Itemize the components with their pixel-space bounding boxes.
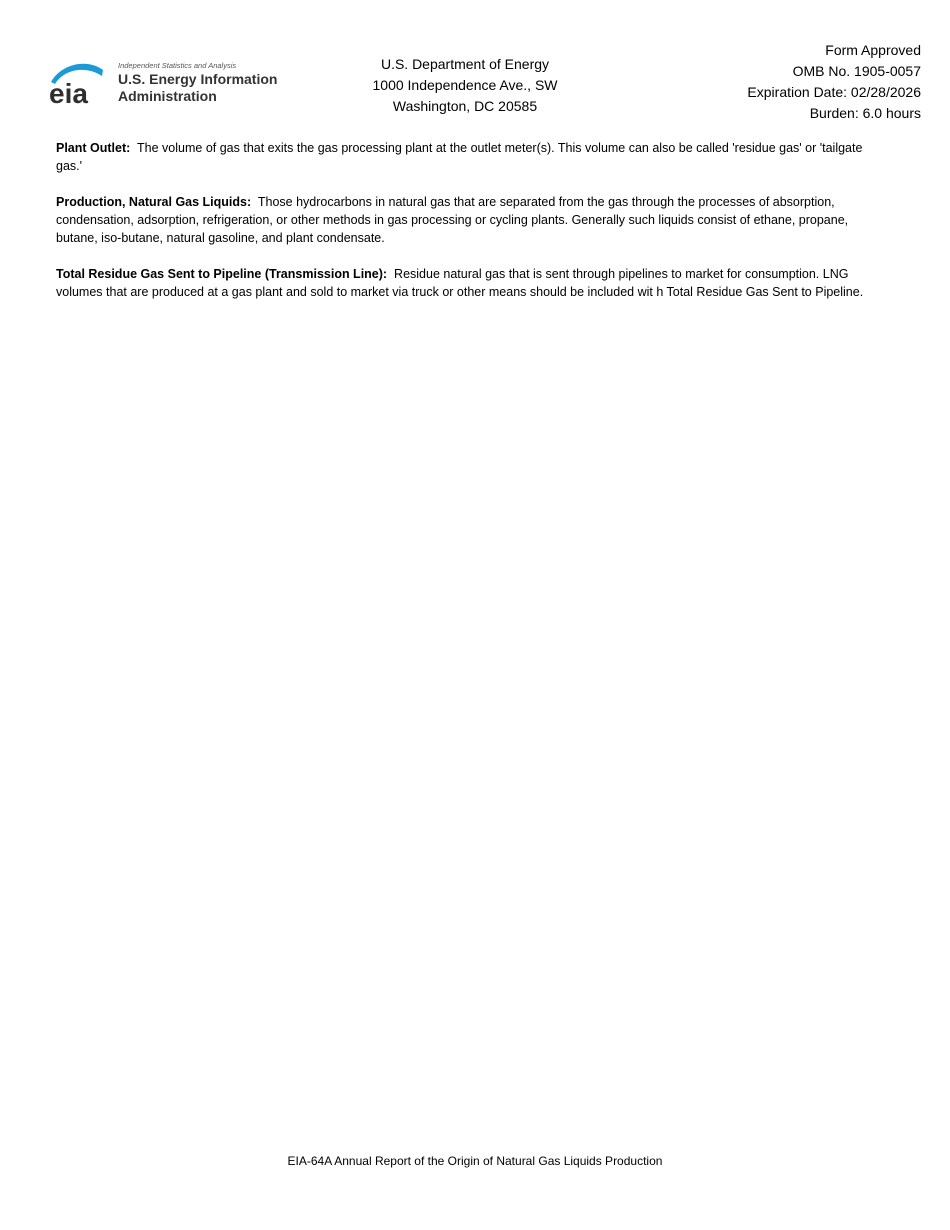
logo-name-line1: U.S. Energy Information (118, 71, 278, 87)
department-street: 1000 Independence Ave., SW (372, 77, 558, 93)
definitions-list (56, 139, 886, 319)
definition-term: Total Residue Gas Sent to Pipeline (Transmission Line): (56, 267, 388, 281)
department-name: U.S. Department of Energy (380, 56, 550, 72)
definition-term: Production, Natural Gas Liquids: (56, 195, 252, 209)
eia-logo-letters: eia (49, 78, 88, 108)
eia-logo (47, 58, 297, 108)
department-city: Washington, DC 20585 (392, 98, 538, 114)
definition-text: Residue natural gas that is sent through pipelines to market for consumption. LNG volumes that are produced at a gas plant and sold to market via truck or other means should be included wit h Total Residue Gas Sent to Pipeline. (56, 267, 864, 299)
form-approved-label: Form Approved (825, 42, 921, 58)
logo-name-line2: Administration (118, 88, 217, 104)
definition-plant-outlet (56, 139, 886, 175)
definition-production-ngl (56, 193, 886, 247)
page-footer: EIA-64A Annual Report of the Origin of Natural Gas Liquids Production (287, 1154, 663, 1168)
definition-text: Those hydrocarbons in natural gas that are separated from the gas through the processes of absorption, condensation, adsorption, refrigeration, or other methods in gas processing or cycling plants. Generally such liquids consist of ethane, propane, butane, iso-butane, natural gasoline, and plant condensate. (56, 195, 849, 245)
logo-tagline: Independent Statistics and Analysis (118, 61, 237, 70)
department-address (330, 54, 600, 117)
definition-term: Plant Outlet: (56, 141, 131, 155)
eia-logo-text (118, 61, 298, 105)
expiration-date: Expiration Date: 02/28/2026 (747, 84, 921, 100)
form-approval-info (747, 40, 921, 124)
burden-hours: Burden: 6.0 hours (809, 105, 921, 121)
omb-number: OMB No. 1905-0057 (792, 63, 921, 79)
definition-text: The volume of gas that exits the gas processing plant at the outlet meter(s). This volume can also be called 'residue gas' or 'tailgate gas.' (56, 141, 863, 173)
eia-logo-mark (47, 58, 107, 108)
definition-total-residue-gas (56, 265, 886, 301)
